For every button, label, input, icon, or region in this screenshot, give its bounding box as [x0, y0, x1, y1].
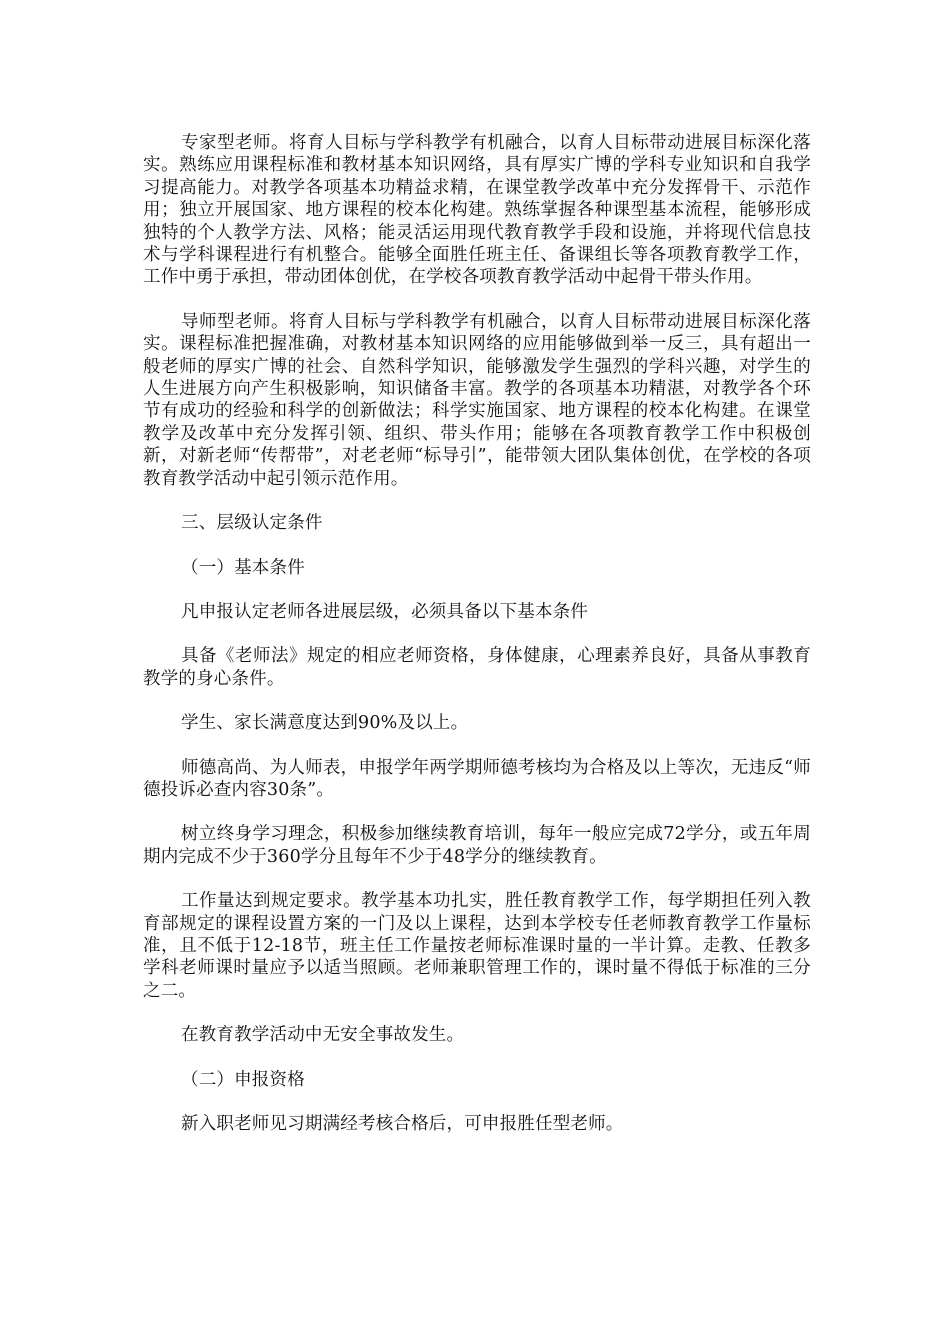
paragraph-expert-teacher: 专家型老师。将育人目标与学科教学有机融合，以育人目标带动进展目标深化落实。熟练应用课程标准和教材基本知识网络，具有厚实广博的学科专业知识和自我学习提高能力。对教学各项基本功精益求精，在课堂教学改革中充分发挥骨干、示范作用；独立开展国家、地方课程的校本化构建。熟练掌握各种课型基本流程，能够形成独特的个人教学方法、风格；能灵活运用现代教育教学手段和设施，并将现代信息技术与学科课程进行有机整合。能够全面胜任班主任、备课组长等各项教育教学工作，工作中勇于承担，带动团体创优，在学校各项教育教学活动中起骨干带头作用。 [143, 133, 811, 288]
paragraph-workload: 工作量达到规定要求。教学基本功扎实，胜任教育教学工作，每学期担任列入教育部规定的课程设置方案的一门及以上课程，达到本学校专任老师教育教学工作量标准，且不低于12-18节，班主任工作量按老师标准课时量的一半计算。走教、任教多学科老师课时量应予以适当照顾。老师兼职管理工作的，课时量不得低于标准的三分之二。 [143, 891, 811, 1001]
subsection-heading-basic-conditions: （一）基本条件 [181, 557, 305, 578]
paragraph-teacher-qualification: 具备《老师法》规定的相应老师资格，身体健康，心理素养良好，具备从事教育教学的身心条件。 [143, 646, 811, 689]
paragraph-safety: 在教育教学活动中无安全事故发生。 [181, 1025, 465, 1046]
paragraph-mentor-teacher: 导师型老师。将育人目标与学科教学有机融合，以育人目标带动进展目标深化落实。课程标准把握准确，对教材基本知识网络的应用能够做到举一反三，具有超出一般老师的厚实广博的社会、自然科学知识，能够激发学生强烈的学科兴趣，对学生的人生进展方向产生积极影响，知识储备丰富。教学的各项基本功精湛，对教学各个环节有成功的经验和科学的创新做法；科学实施国家、地方课程的校本化构建。在课堂教学及改革中充分发挥引领、组织、带头作用；能够在各项教育教学工作中积极创新，对新老师“传帮带”，对老老师“标导引”，能带领大团队集体创优，在学校的各项教育教学活动中起引领示范作用。 [143, 311, 811, 489]
subsection-heading-application-qualification: （二）申报资格 [181, 1069, 305, 1090]
paragraph-basic-conditions-intro: 凡申报认定老师各进展层级，必须具备以下基本条件 [181, 601, 589, 622]
section-heading-level-criteria: 三、层级认定条件 [181, 513, 323, 534]
paragraph-satisfaction: 学生、家长满意度达到90%及以上。 [181, 713, 469, 734]
paragraph-teacher-ethics: 师德高尚、为人师表，申报学年两学期师德考核均为合格及以上等次，无违反“师德投诉必查内容30条”。 [143, 757, 811, 800]
paragraph-lifelong-learning: 树立终身学习理念，积极参加继续教育培训，每年一般应完成72学分，或五年周期内完成不少于360学分且每年不少于48学分的继续教育。 [143, 824, 811, 867]
document-body [143, 132, 811, 1157]
paragraph-new-teacher: 新入职老师见习期满经考核合格后，可申报胜任型老师。 [181, 1114, 624, 1134]
